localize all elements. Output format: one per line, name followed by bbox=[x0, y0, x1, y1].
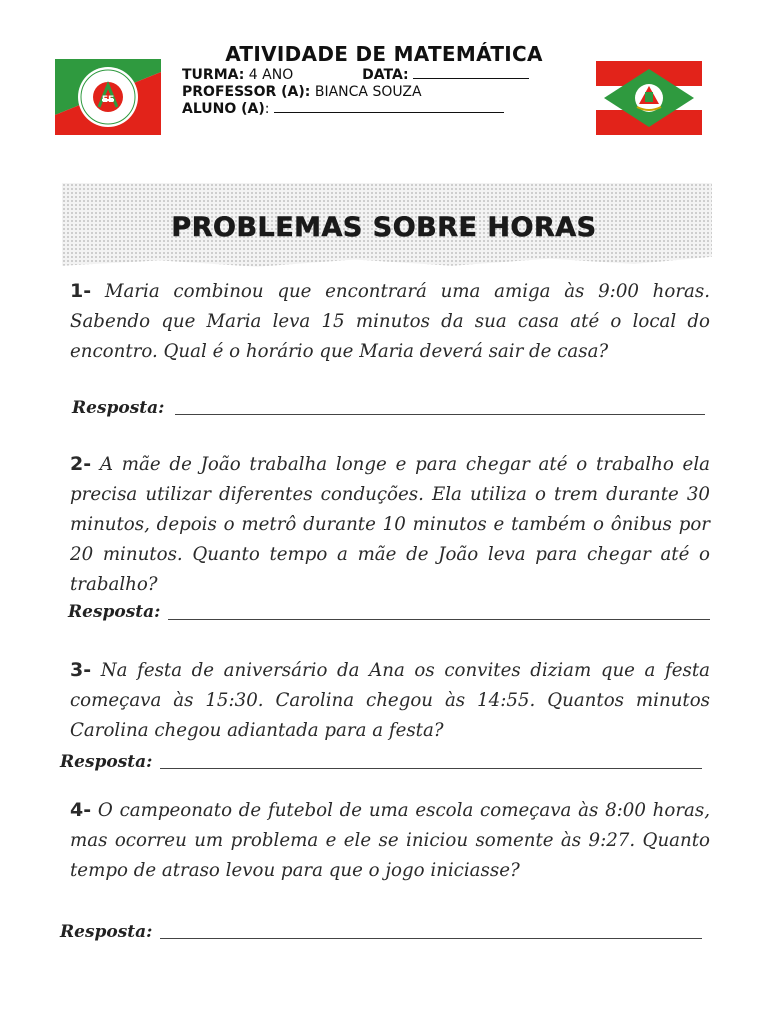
question-4 bbox=[70, 795, 710, 886]
data-blank[interactable] bbox=[413, 67, 529, 79]
answer-line-1[interactable] bbox=[175, 414, 705, 415]
aluno-colon: : bbox=[264, 101, 270, 117]
professor-row bbox=[182, 84, 422, 100]
aluno-row bbox=[182, 101, 504, 117]
question-text: Na festa de aniversário da Ana os convites diziam que a festa começava às 15:30. Carolina chegou às 14:55. Quantos minutos Carolina chegou adiantada para a festa? bbox=[70, 660, 710, 741]
professor-value: BIANCA SOUZA bbox=[314, 84, 422, 100]
answer-label-2: Resposta: bbox=[68, 602, 161, 622]
aluno-label: ALUNO (A) bbox=[182, 101, 265, 117]
answer-label-3: Resposta: bbox=[60, 752, 153, 772]
data-label: DATA: bbox=[362, 67, 409, 83]
school-logo-text: EE bbox=[101, 95, 115, 105]
question-text: A mãe de João trabalha longe e para chegar até o trabalho ela precisa utilizar diferentes conduções. Ela utiliza o trem durante 30 minutos, depois o metrô durante 10 minutos e também o ônibus por 20 minutos. Quanto tempo a mãe de João leva para chegar até o trabalho? bbox=[70, 454, 710, 595]
document-title: ATIVIDADE DE MATEMÁTICA bbox=[225, 42, 543, 66]
question-2 bbox=[70, 449, 710, 600]
professor-label: PROFESSOR (A): bbox=[182, 84, 311, 100]
worksheet-title: PROBLEMAS SOBRE HORAS bbox=[171, 212, 597, 243]
question-number: 3- bbox=[70, 659, 92, 681]
question-number: 2- bbox=[70, 453, 92, 475]
answer-label-1: Resposta: bbox=[72, 398, 165, 418]
aluno-blank[interactable] bbox=[274, 101, 504, 113]
question-3 bbox=[70, 655, 710, 746]
answer-label-4: Resposta: bbox=[60, 922, 153, 942]
question-number: 1- bbox=[70, 280, 92, 302]
question-1 bbox=[70, 276, 710, 367]
school-logo bbox=[55, 59, 161, 135]
question-text: Maria combinou que encontrará uma amiga às 9:00 horas. Sabendo que Maria leva 15 minutos da sua casa até o local do encontro. Qual é o horário que Maria deverá sair de casa? bbox=[70, 281, 710, 362]
turma-value: 4 ANO bbox=[248, 67, 294, 83]
turma-row bbox=[182, 67, 529, 83]
question-text: O campeonato de futebol de uma escola começava às 8:00 horas, mas ocorreu um problema e ele se iniciou somente às 9:27. Quanto tempo de atraso levou para que o jogo iniciasse? bbox=[70, 800, 710, 881]
turma-label: TURMA: bbox=[182, 67, 245, 83]
answer-line-3[interactable] bbox=[160, 768, 702, 769]
question-number: 4- bbox=[70, 799, 92, 821]
answer-line-4[interactable] bbox=[160, 938, 702, 939]
state-flag bbox=[596, 61, 702, 135]
answer-line-2[interactable] bbox=[168, 619, 710, 620]
